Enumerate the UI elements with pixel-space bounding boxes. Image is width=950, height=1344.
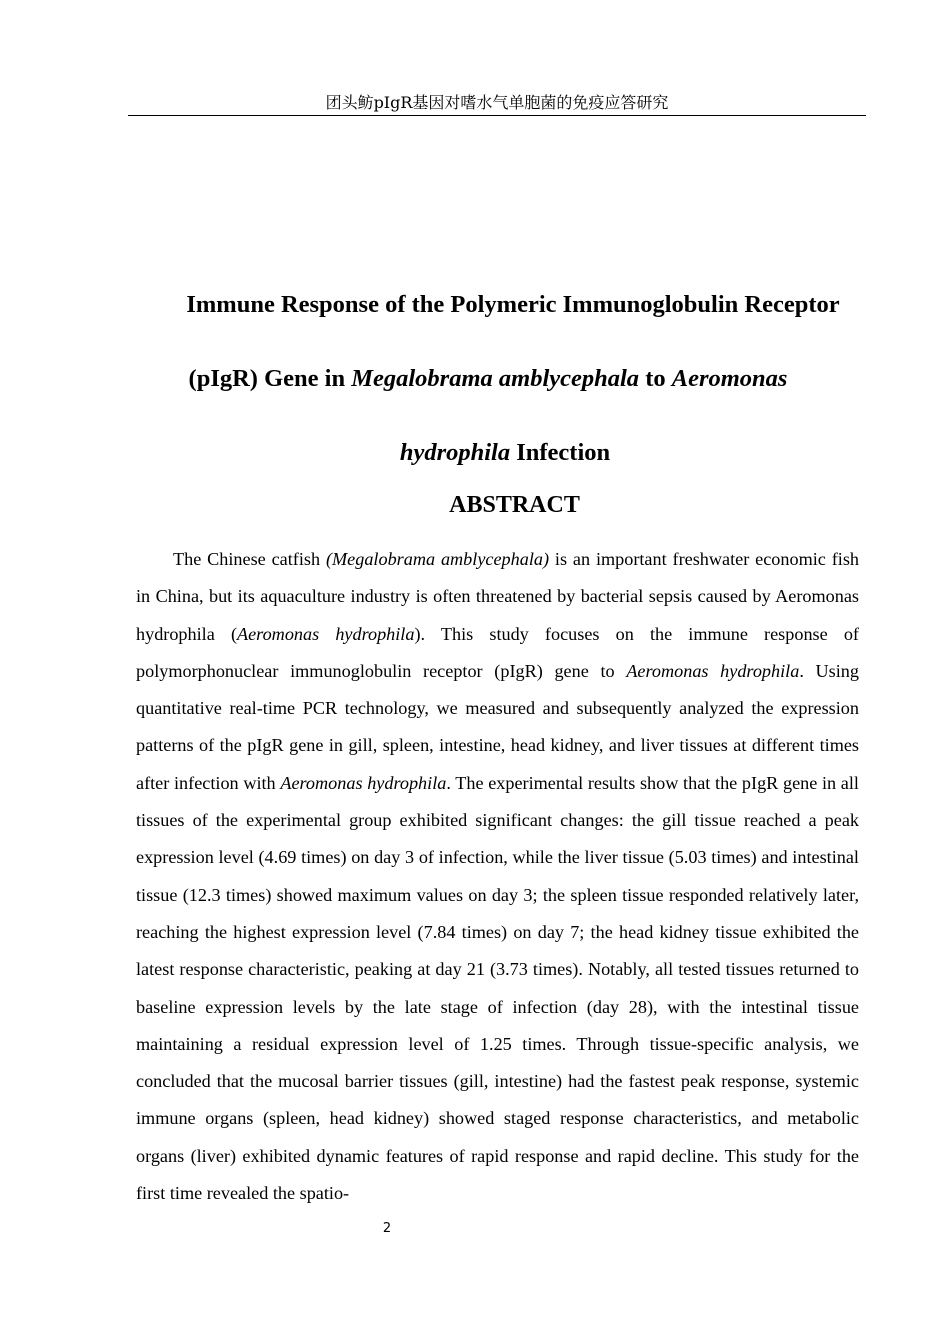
title-species: Megalobrama amblycephala: [351, 365, 640, 392]
title-text: Infection: [510, 439, 611, 466]
header-rule: [128, 115, 866, 116]
title-pathogen: hydrophila: [399, 439, 511, 466]
abstract-text: . The experimental results show that the pIgR gene in all tissues of the experimental group exhibited significant changes: the gill tissue reached a peak expression level (4.69 times) on day 3 of infection, while the liver tissue (5.03 times) and intestinal tissue (12.3 times) showed maximum values on day 3; the spleen tissue responded relatively later, reaching the highest expression level (7.84 times) on day 7; the head kidney tissue exhibited the latest response characteristic, peaking at day 21 (3.73 times). Notably, all tested tissues returned to baseline expression levels by the late stage of infection (day 28), with the intestinal tissue maintaining a residual expression level of 1.25 times. Through tissue-specific analysis, we concluded that the mucosal barrier tissues (gill, intestine) had the fastest peak response, systemic immune organs (spleen, head kidney) showed staged response characteristics, and metabolic organs (liver) exhibited dynamic features of rapid response and rapid decline. This study for the first time revealed the spatio-: [136, 772, 859, 1204]
title-pathogen: Aeromonas: [671, 365, 788, 392]
title-line-2: [140, 342, 858, 416]
page-number: 2: [382, 1221, 392, 1236]
abstract-text: The Chinese catfish: [173, 549, 326, 569]
paper-title: [140, 268, 858, 490]
title-text: (pIgR) Gene in: [188, 365, 352, 392]
abstract-pathogen: Aeromonas hydrophila: [626, 660, 800, 681]
abstract-pathogen: Aeromonas hydrophila: [280, 772, 447, 793]
abstract-pathogen: Aeromonas hydrophila: [237, 623, 415, 644]
running-header: 团头鲂pIgR基因对嗜水气单胞菌的免疫应答研究: [325, 93, 669, 112]
abstract-heading: ABSTRACT: [449, 492, 580, 518]
abstract-text: ). This study focuses on the immune response of polymorphonuclear immunoglobulin receptor (pIgR) gene to: [136, 623, 859, 681]
abstract-text: is an important freshwater economic fish in China, but its aquaculture industry is often threatened by bacterial sepsis caused by Aeromonas hydrophila (: [136, 549, 859, 644]
abstract-text: . Using quantitative real-time PCR technology, we measured and subsequently analyzed the expression patterns of the pIgR gene in gill, spleen, intestine, head kidney, and liver tissues at different times after infection with: [136, 660, 859, 793]
abstract-paragraph: [136, 541, 859, 1212]
title-line-3: [140, 416, 858, 490]
title-text: to: [639, 365, 672, 392]
abstract-species: (Megalobrama amblycephala): [325, 549, 550, 569]
title-line-1: Immune Response of the Polymeric Immunoglobulin Receptor: [186, 291, 840, 318]
